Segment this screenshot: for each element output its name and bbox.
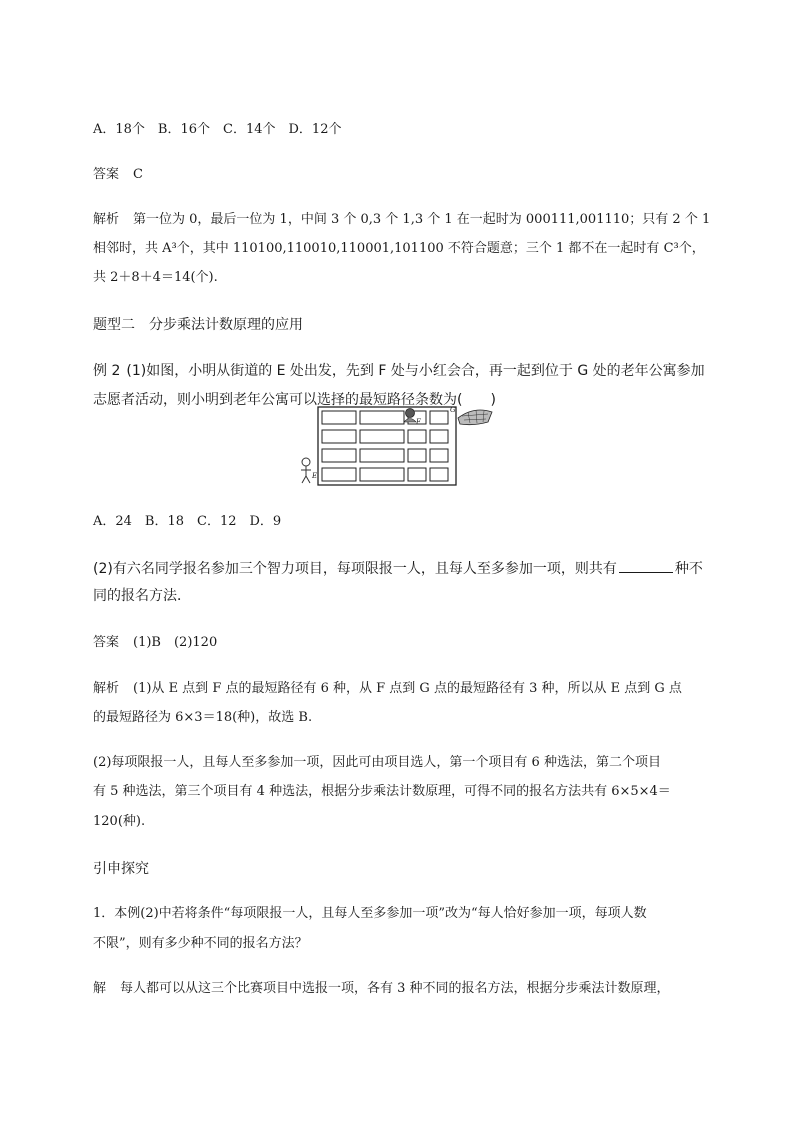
example-q2-text-tail: 种不	[674, 561, 703, 577]
answer-value: (1)B (2)120	[133, 635, 218, 650]
answer-value: C	[133, 167, 143, 182]
person-e-icon	[301, 458, 311, 483]
extension-q1-line-2: 不限”，则有多少种不同的报名方法？	[93, 936, 308, 951]
example-q1-text-2: 志愿者活动，则小明到老年公寓可以选择的最短路径条数为(	[93, 392, 463, 408]
person-f-icon	[404, 409, 416, 423]
extension-solution-line-1	[93, 980, 713, 998]
prev-options: A．18个 B．16个 C．14个 D．12个	[93, 122, 342, 137]
example-q2-text: (2)有六名同学报名参加三个智力项目，每项限报一人，且每人至多参加一项，则共有	[93, 561, 617, 577]
example2-analysis-2-line-3: 120(种).	[93, 814, 146, 829]
solution-text: 每人都可以从这三个比赛项目中选报一项，各有 3 种不同的报名方法，根据分步乘法计数原理，	[120, 981, 670, 996]
building-g-icon	[458, 410, 492, 425]
analysis-label: 解析	[93, 212, 120, 227]
prev-analysis-line-3: 共 2＋8＋4＝14(个).	[93, 270, 218, 285]
example-label: 例 2	[93, 363, 121, 379]
label-f: F	[416, 418, 421, 426]
prev-analysis-line-1	[93, 211, 713, 229]
analysis-text: (1)从 E 点到 F 点的最短路径有 6 种，从 F 点到 G 点的最短路径有 3 种，所以从 E 点到 G 点	[133, 681, 682, 696]
example2-q1-options: A．24 B．18 C．12 D．9	[93, 514, 282, 529]
label-e: E	[312, 472, 318, 480]
extension-title: 引申探究	[93, 861, 149, 877]
example2-analysis-2-line-2: 有 5 种选法，第三个项目有 4 种选法，根据分步乘法计数原理，可得不同的报名方法共有 6×5×4＝	[93, 784, 671, 799]
prev-answer-line	[93, 166, 713, 184]
example-q1-text: (1)如图，小明从街道的 E 处出发，先到 F 处与小红会合，再一起到位于 G 处的老年公寓参加	[126, 363, 705, 379]
example2-q2-line-1	[93, 558, 713, 578]
close-paren: )	[490, 392, 496, 408]
prev-analysis-line-2: 相邻时，共 A³个，其中 110100,110010,110001,101100 不符合题意；三个 1 都不在一起时有 C³个，	[93, 241, 705, 256]
example2-analysis-1-line-2: 的最短路径为 6×3＝18(种)，故选 B.	[93, 710, 313, 725]
analysis-label: 解析	[93, 681, 120, 696]
answer-blank	[619, 558, 673, 573]
label-g: G	[450, 406, 456, 414]
example2-analysis-1-line-1	[93, 680, 713, 698]
section-title: 题型二 分步乘法计数原理的应用	[93, 317, 303, 333]
street-map-figure	[298, 404, 498, 486]
extension-q1-line-1: 1．本例(2)中若将条件“每项限报一人，且每人至多参加一项”改为“每人恰好参加一项，每项人数	[93, 906, 647, 921]
example2-answer-line	[93, 634, 713, 652]
answer-label: 答案	[93, 167, 120, 182]
solution-label: 解	[93, 981, 107, 996]
example2-analysis-2-line-1: (2)每项限报一人，且每人至多参加一项，因此可由项目选人，第一个项目有 6 种选法，第二个项目	[93, 755, 661, 770]
example2-q2-line-2: 同的报名方法．	[93, 588, 191, 604]
analysis-text: 第一位为 0，最后一位为 1，中间 3 个 0,3 个 1,3 个 1 在一起时为 000111,001110；只有 2 个 1	[133, 212, 711, 227]
answer-label: 答案	[93, 635, 120, 650]
example2-q1-line-1	[93, 362, 713, 380]
